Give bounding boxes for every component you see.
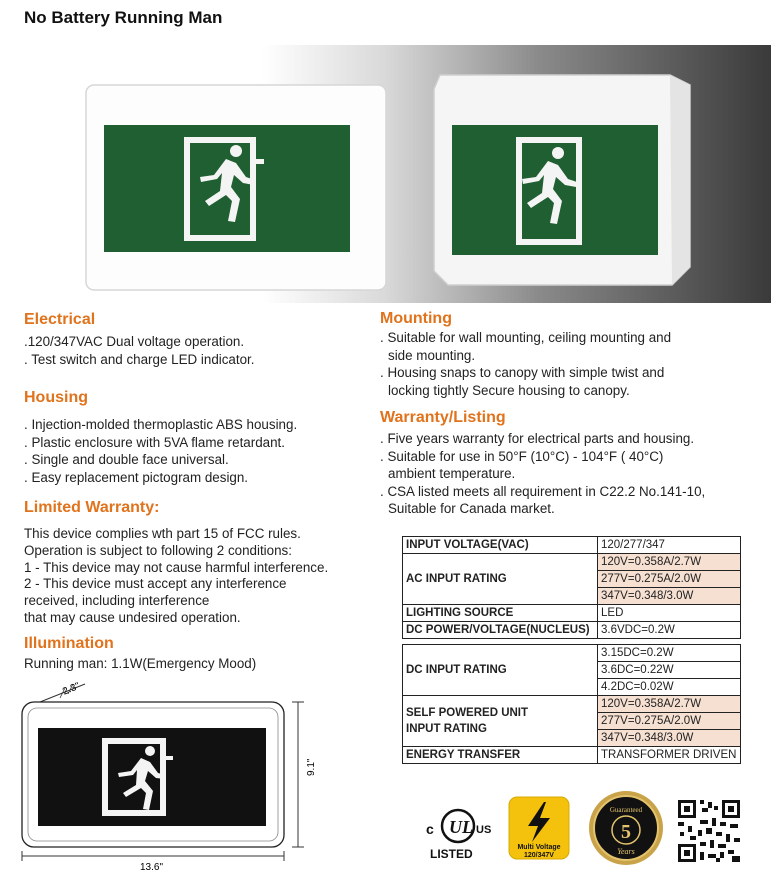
limited-warranty-line: 2 - This device must accept any interference <box>24 576 287 592</box>
table-value: 120V=0.358A/2.7W <box>598 696 741 713</box>
table-value: 277V=0.275A/2.0W <box>598 571 741 588</box>
self-powered-label-line: INPUT RATING <box>406 723 487 735</box>
warranty-listing-line: Suitable for Canada market. <box>388 501 555 516</box>
limited-warranty-line: received, including interference <box>24 593 210 609</box>
table-label: ENERGY TRANSFER <box>403 747 598 764</box>
table-row <box>403 605 741 622</box>
limited-warranty-line: This device complies wth part 15 of FCC rules. <box>24 526 301 541</box>
mounting-line: . Housing snaps to canopy with simple twist and <box>380 365 665 380</box>
dimension-diagram <box>10 672 350 872</box>
limited-warranty-text <box>24 526 328 627</box>
product-photo-banner <box>0 45 771 303</box>
width-dimension: 13.6" <box>140 862 164 872</box>
exit-sign-front-image <box>86 85 386 290</box>
housing-line: . Plastic enclosure with 5VA flame retardant. <box>24 434 285 450</box>
multi-voltage-badge <box>508 796 570 860</box>
table-value: 3.6DC=0.22W <box>598 662 741 679</box>
limited-warranty-heading: Limited Warranty: <box>24 499 160 516</box>
mounting-heading: Mounting <box>380 310 452 327</box>
exit-sign-angled-image <box>434 75 690 285</box>
limited-warranty-line: 1 - This device may not cause harmful interference. <box>24 559 329 575</box>
electrical-line: . Test switch and charge LED indicator. <box>24 351 255 367</box>
mounting-line: side mounting. <box>388 347 476 363</box>
depth-dimension: 2.3" <box>61 680 82 698</box>
mounting-line: locking tightly Secure housing to canopy. <box>388 382 630 398</box>
table-value: 277V=0.275A/2.0W <box>598 713 741 730</box>
warranty-seal-bottom: Years <box>617 847 635 856</box>
table-value: 347V=0.348/3.0W <box>598 588 741 605</box>
electrical-line: .120/347VAC Dual voltage operation. <box>24 334 245 349</box>
table-label: LIGHTING SOURCE <box>403 605 598 622</box>
warranty-listing-line: ambient temperature. <box>388 466 516 481</box>
table-row <box>403 537 741 554</box>
table-value: 120V=0.358A/2.7W <box>598 554 741 571</box>
multi-voltage-label: Multi Voltage <box>517 844 561 851</box>
limited-warranty-line: that may cause undesired operation. <box>24 609 241 625</box>
table-label: DC POWER/VOLTAGE(NUCLEUS) <box>403 622 598 639</box>
table-row <box>403 554 741 571</box>
table-label: INPUT VOLTAGE(VAC) <box>403 537 598 554</box>
table-row <box>403 696 741 713</box>
warranty-listing-text <box>380 430 705 518</box>
electrical-heading: Electrical <box>24 311 96 328</box>
table-value: 4.2DC=0.02W <box>598 679 741 696</box>
housing-line: . Easy replacement pictogram design. <box>24 469 249 485</box>
table-value: 3.15DC=0.2W <box>598 645 741 662</box>
electrical-spec-table <box>402 536 741 639</box>
table-value: LED <box>598 605 741 622</box>
table-label: AC INPUT RATING <box>403 554 598 605</box>
housing-line: . Injection-molded thermoplastic ABS housing. <box>24 417 298 432</box>
ul-listed-badge <box>418 796 498 866</box>
warranty-listing-line: . CSA listed meets all requirement in C22.2 No.141-10, <box>380 483 706 499</box>
table-label: DC INPUT RATING <box>403 645 598 696</box>
mounting-line: . Suitable for wall mounting, ceiling mounting and <box>380 330 672 345</box>
table-value: 347V=0.348/3.0W <box>598 730 741 747</box>
ul-listed-label: LISTED <box>430 847 473 861</box>
table-value: TRANSFORMER DRIVEN <box>598 747 741 764</box>
five-year-warranty-seal <box>588 790 664 866</box>
warranty-listing-line: . Suitable for use in 50°F (10°C) - 104°F ( 40°C) <box>380 448 664 464</box>
page-title: No Battery Running Man <box>24 8 223 27</box>
table-value: 120/277/347 <box>598 537 741 554</box>
electrical-text <box>24 333 255 368</box>
ul-c-mark: c <box>426 821 434 837</box>
ul-us-mark: US <box>476 824 492 836</box>
table-value: 3.6VDC=0.2W <box>598 622 741 639</box>
table-row <box>403 645 741 662</box>
table-row <box>403 622 741 639</box>
housing-heading: Housing <box>24 389 88 406</box>
height-dimension: 9.1" <box>306 758 317 776</box>
svg-text:UL: UL <box>449 817 473 837</box>
power-spec-table <box>402 644 741 764</box>
illumination-text: Running man: 1.1W(Emergency Mood) <box>24 656 257 671</box>
illumination-heading: Illumination <box>24 635 114 652</box>
limited-warranty-line: Operation is subject to following 2 conditions: <box>24 542 292 558</box>
self-powered-label-line: SELF POWERED UNIT <box>406 707 529 719</box>
qr-code[interactable] <box>676 798 742 864</box>
warranty-listing-line: . Five years warranty for electrical parts and housing. <box>380 431 695 446</box>
housing-text <box>24 416 297 486</box>
multi-voltage-range: 120/347V <box>524 852 554 859</box>
table-label <box>403 696 598 747</box>
housing-line: . Single and double face universal. <box>24 452 229 467</box>
mounting-text <box>380 329 671 399</box>
warranty-seal-top: Guaranteed <box>609 806 643 814</box>
warranty-seal-number: 5 <box>621 821 631 843</box>
table-row <box>403 747 741 764</box>
warranty-listing-heading: Warranty/Listing <box>380 409 506 426</box>
